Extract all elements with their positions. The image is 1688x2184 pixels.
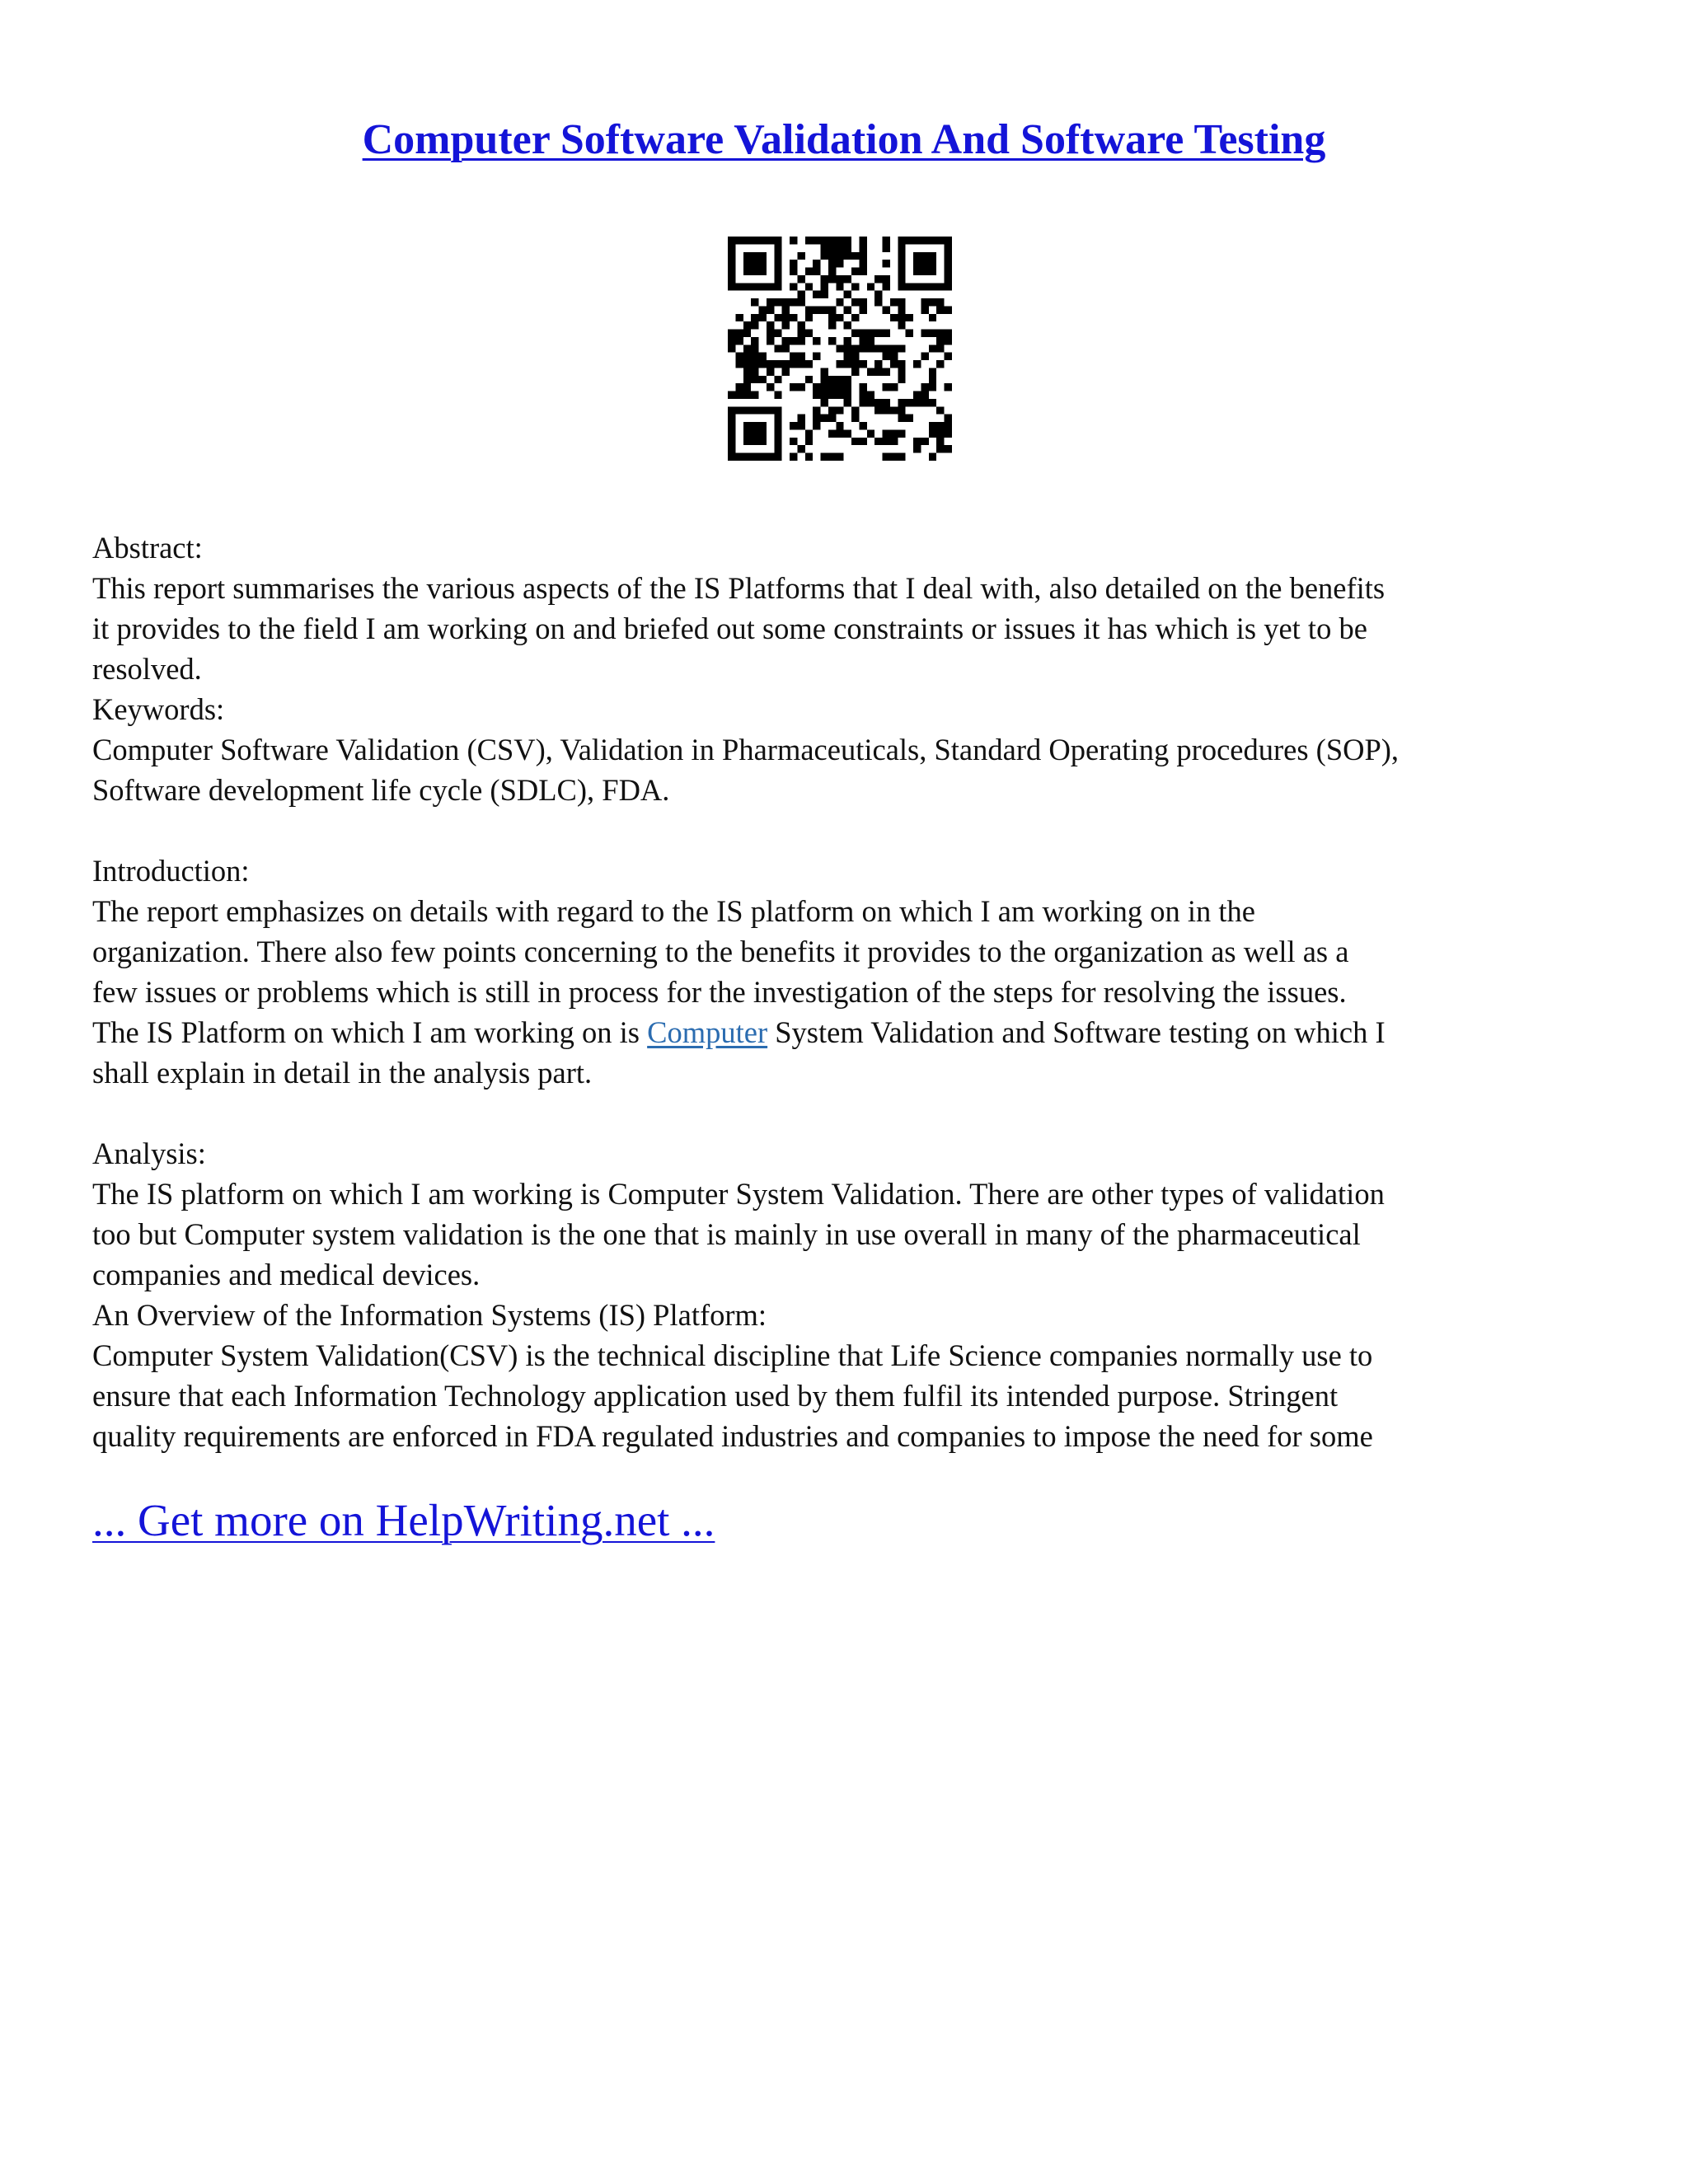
analysis-heading: Analysis: <box>92 1137 206 1170</box>
introduction-text-before-link: The IS Platform on which I am working on is <box>92 1015 648 1049</box>
overview-line: ensure that each Information Technology application used by them fulfil its intended purpose. Stringent <box>92 1379 1339 1413</box>
introduction-line: few issues or problems which is still in process for the investigation of the steps for resolving the issues. <box>92 975 1347 1009</box>
document-title <box>0 114 1688 166</box>
analysis-line: companies and medical devices. <box>92 1258 481 1291</box>
introduction-line: organization. There also few points concerning to the benefits it provides to the organization as well as a <box>92 935 1349 968</box>
abstract-line: This report summarises the various aspects of the IS Platforms that I deal with, also detailed on the benefits <box>92 571 1386 605</box>
overview-line: quality requirements are enforced in FDA regulated industries and companies to impose the need for some <box>92 1419 1373 1453</box>
keywords-line: Software development life cycle (SDLC), FDA. <box>92 773 670 807</box>
introduction-heading: Introduction: <box>92 854 250 888</box>
abstract-line: resolved. <box>92 652 202 686</box>
qr-code-icon <box>728 237 952 461</box>
introduction-link-line <box>92 1012 1601 1052</box>
introduction-text-after-link: System Validation and Software testing on which I <box>767 1015 1386 1049</box>
computer-link[interactable]: Computer <box>647 1015 768 1049</box>
overview-line: Computer System Validation(CSV) is the technical discipline that Life Science companies normally use to <box>92 1338 1373 1372</box>
title-link[interactable]: Computer Software Validation And Software Testing <box>362 116 1326 163</box>
introduction-line: The report emphasizes on details with regard to the IS platform on which I am working on in the <box>92 894 1255 928</box>
keywords-heading: Keywords: <box>92 692 225 726</box>
keywords-line: Computer Software Validation (CSV), Validation in Pharmaceuticals, Standard Operating procedures (SOP), <box>92 733 1400 766</box>
analysis-line: too but Computer system validation is the one that is mainly in use overall in many of the pharmaceutical <box>92 1217 1361 1251</box>
introduction-line: shall explain in detail in the analysis part. <box>92 1056 593 1090</box>
more-link-container <box>92 1493 715 1548</box>
abstract-heading: Abstract: <box>92 531 203 565</box>
paragraph-gap <box>92 810 1601 851</box>
analysis-line: The IS platform on which I am working is Computer System Validation. There are other types of validation <box>92 1177 1385 1211</box>
get-more-link[interactable]: ... Get more on HelpWriting.net ... <box>92 1495 715 1545</box>
paragraph-gap <box>92 1093 1601 1133</box>
abstract-line: it provides to the field I am working on and briefed out some constraints or issues it has which is yet to be <box>92 612 1367 645</box>
overview-heading: An Overview of the Information Systems (IS) Platform: <box>92 1298 767 1332</box>
document-body <box>92 527 1601 1456</box>
